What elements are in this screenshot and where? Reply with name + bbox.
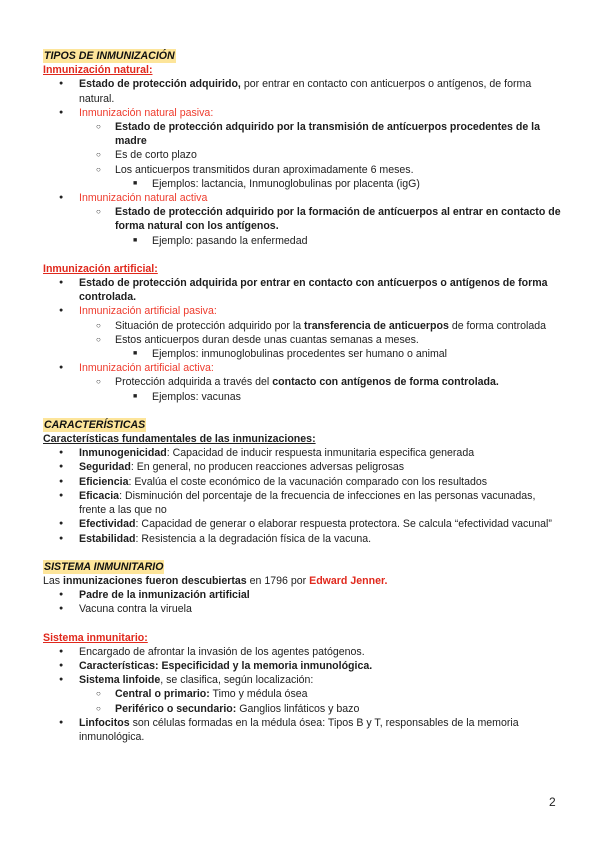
list-item: ● Vacuna contra la viruela (79, 602, 563, 616)
bold-text: Efectividad (79, 518, 136, 531)
text: por entrar en contacto con anticuerpos o antígenos, de forma natural. (79, 78, 532, 105)
list-item (115, 319, 563, 333)
text: Las (43, 574, 64, 587)
list-item (79, 77, 563, 105)
list-item-natural-activa: ● Inmunización natural activa (79, 191, 563, 205)
list-item: ■ Ejemplos: inmunoglobulinas procedentes ser humano o animal (152, 347, 563, 361)
text: : En general, no producen reacciones adversas peligrosas (130, 461, 405, 474)
bold-text: Periférico o secundario: (115, 702, 237, 715)
bold-text: Eficiencia (79, 475, 129, 488)
list-natural (43, 77, 563, 247)
list-item: ■ Ejemplos: lactancia, Inmunoglobulinas por placenta (igG) (152, 177, 563, 191)
bold-text: contacto con antígenos de forma controlada. (272, 376, 499, 389)
subheading-caracteristicas: Características fundamentales de las inmunizaciones: (43, 433, 316, 446)
list-item (79, 532, 563, 546)
text: de forma controlada (448, 319, 547, 332)
text: : Disminución del porcentaje de la frecuencia de infecciones en las personas vacunadas, frente a las que no (79, 489, 536, 517)
text: , se clasifica, según localización: (160, 674, 314, 687)
page-number: 2 (549, 795, 556, 809)
bold-text: Eficacia (79, 489, 120, 502)
list-item: ● Padre de la inmunización artificial (79, 588, 563, 602)
bold-text: transferencia de anticuerpos (304, 319, 449, 332)
bold-text: Estabilidad (79, 532, 136, 545)
intro-paragraph (43, 574, 563, 588)
page-content (43, 49, 563, 744)
list-item: ○ Estado de protección adquirido por la formación de antícuerpos al entrar en contacto de forma natural con los antígenos. (115, 205, 563, 233)
text: Timo y médula ósea (209, 688, 308, 701)
subheading-sistema: Sistema inmunitario: (43, 631, 148, 644)
jenner-name: Edward Jenner. (309, 574, 388, 587)
list-item (79, 716, 563, 744)
text: : Capacidad de generar o elaborar respuesta protectora. Se calcula “efectividad vacunal” (135, 518, 552, 531)
list-item: ○ Estado de protección adquirido por la transmisión de antícuerpos procedentes de la madre (115, 120, 563, 148)
bold-text: Inmunogenicidad (79, 447, 167, 460)
list-sistema (43, 645, 563, 744)
bold-text: inmunizaciones fueron descubiertas (63, 574, 247, 587)
list-item-natural-pasiva: ● Inmunización natural pasiva: (79, 106, 563, 120)
text: en 1796 por (246, 574, 310, 587)
list-item-artificial-activa: ● Inmunización artificial activa: (79, 361, 563, 375)
list-item (79, 460, 563, 474)
text: : Capacidad de inducir respuesta inmunitaria especifica generada (166, 447, 475, 460)
list-caracteristicas (43, 446, 563, 545)
list-item: ● Características: Especificidad y la memoria inmunológica. (79, 659, 563, 673)
text: son células formadas en la médula ósea: Tipos B y T, responsables de la memoria inmunológica. (79, 716, 519, 743)
list-item (79, 489, 563, 517)
list-item (115, 702, 563, 716)
list-item (79, 673, 563, 687)
text: Ganglios linfáticos y bazo (236, 702, 360, 715)
bold-text: Linfocitos (79, 716, 130, 729)
section-header-sistema: SISTEMA INMUNITARIO (44, 560, 164, 573)
text: : Evalúa el coste económico de la vacunación comparado con los resultados (128, 475, 488, 488)
section-header-caracteristicas: CARACTERÍSTICAS (44, 418, 146, 431)
list-item: ○ Es de corto plazo (115, 148, 563, 162)
list-item: ■ Ejemplos: vacunas (152, 390, 563, 404)
list-item (79, 517, 563, 531)
bold-text: Central o primario: (115, 688, 210, 701)
list-item (79, 446, 563, 460)
list-item: ○ Estos anticuerpos duran desde unas cuantas semanas a meses. (115, 333, 563, 347)
bold-text: Sistema linfoide (79, 674, 161, 687)
list-item: ○ Los anticuerpos transmitidos duran aproximadamente 6 meses. (115, 163, 563, 177)
subheading-artificial: Inmunización artificial: (43, 262, 158, 275)
list-item (115, 375, 563, 389)
text: Protección adquirida a través del (115, 376, 273, 389)
list-item (79, 475, 563, 489)
list-artificial (43, 276, 563, 404)
text: Situación de protección adquirido por la (115, 319, 305, 332)
text: : Resistencia a la degradación física de la vacuna. (135, 532, 372, 545)
list-item: ● Estado de protección adquirida por entrar en contacto con antícuerpos o antígenos de forma controlada. (79, 276, 563, 304)
list-item: ■ Ejemplo: pasando la enfermedad (152, 234, 563, 248)
bold-text: Seguridad (79, 461, 131, 474)
bold-text: Estado de protección adquirido, (79, 78, 241, 91)
list-item-artificial-pasiva: ● Inmunización artificial pasiva: (79, 304, 563, 318)
list-item (115, 687, 563, 701)
list-item: ● Encargado de afrontar la invasión de los agentes patógenos. (79, 645, 563, 659)
list-jenner (43, 588, 563, 616)
section-header-tipos: TIPOS DE INMUNIZACIÓN (44, 50, 175, 62)
subheading-natural: Inmunización natural: (43, 64, 153, 77)
